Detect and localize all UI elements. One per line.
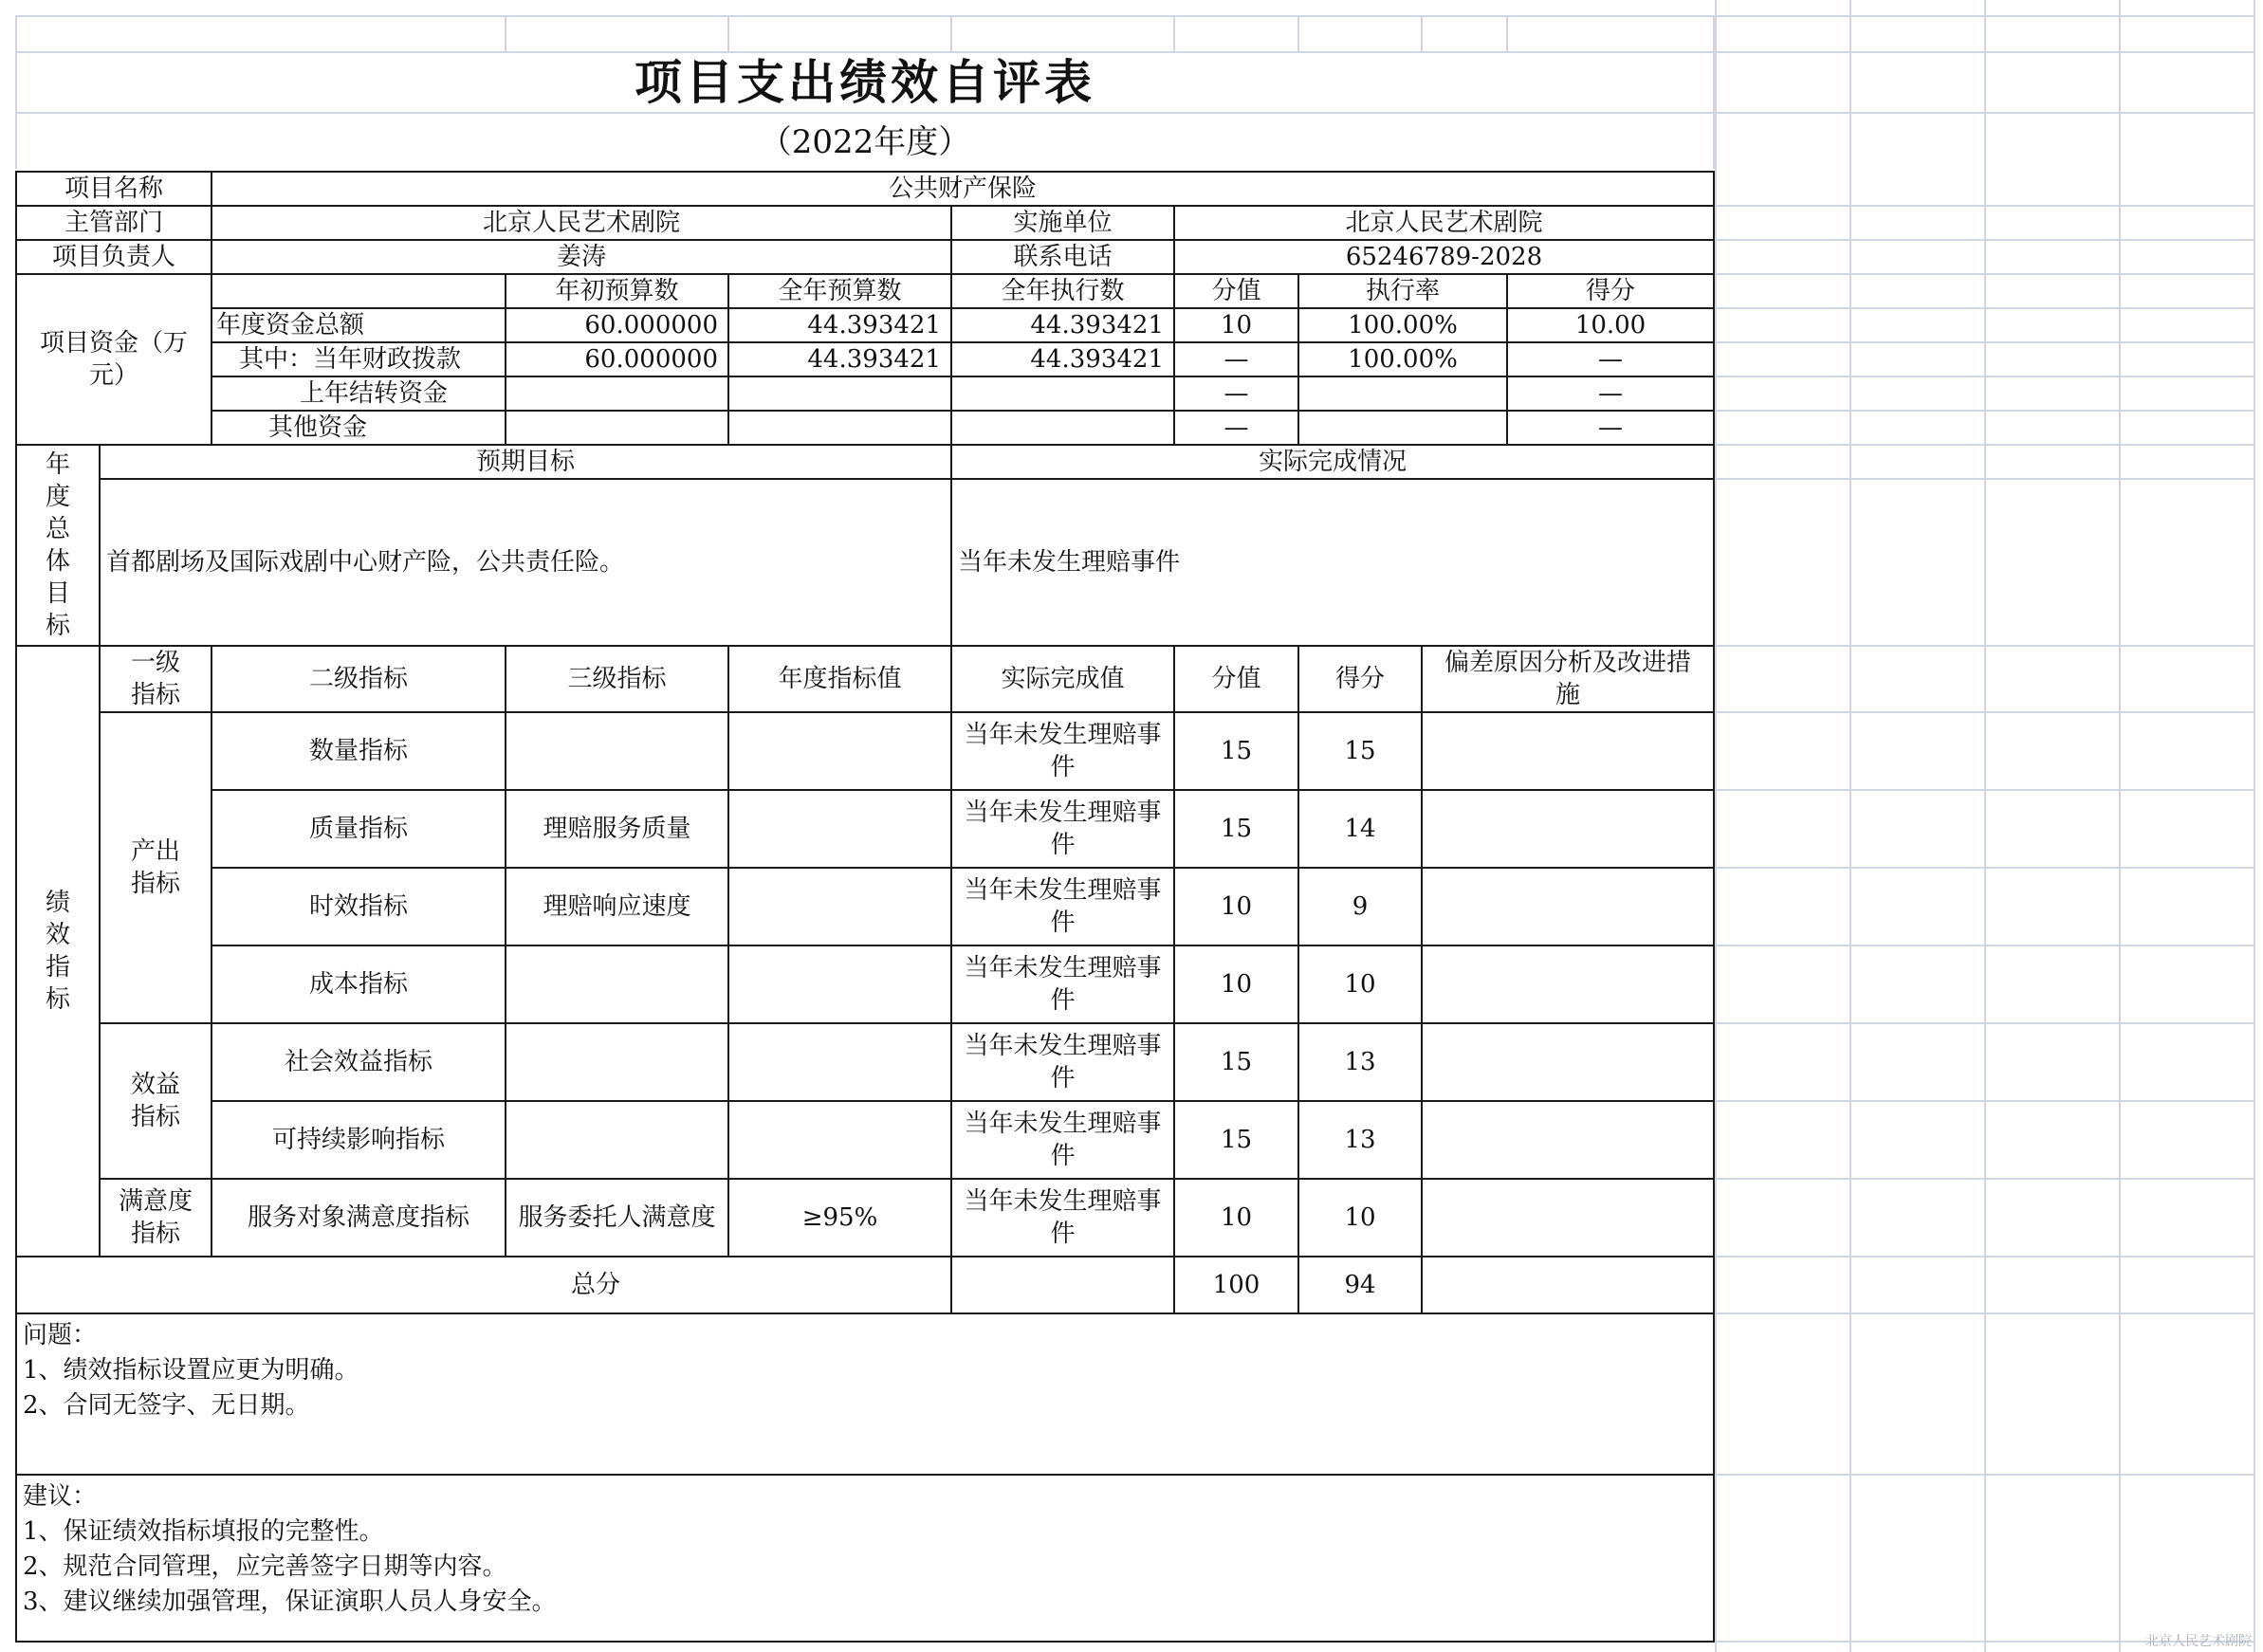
phone-label: 联系电话 xyxy=(1013,243,1113,271)
actual-goal-header: 实际完成情况 xyxy=(1258,448,1407,476)
funds-header: 全年预算数 xyxy=(778,277,902,305)
expected-goal-text: 首都剧场及国际戏剧中心财产险，公共责任险。 xyxy=(106,548,625,577)
funds-cell xyxy=(729,377,950,410)
indicator-score: 10 xyxy=(1344,1203,1376,1232)
funds-header: 全年执行数 xyxy=(1001,277,1125,305)
dept-label: 主管部门 xyxy=(64,209,163,237)
funds-cell: 60.000000 xyxy=(584,311,718,340)
funds-cell xyxy=(506,377,727,410)
indicator-level2: 成本指标 xyxy=(308,970,408,999)
indicator-level3 xyxy=(506,1024,727,1100)
gridline xyxy=(727,17,729,51)
indicator-reason xyxy=(1423,869,1713,945)
indicator-score: 15 xyxy=(1344,737,1376,765)
gridline xyxy=(1173,17,1175,51)
goals-section-label: 年度总体目标 xyxy=(45,450,70,640)
gridline xyxy=(2254,0,2255,1652)
suggestion-item: 1、保证绩效指标填报的完整性。 xyxy=(23,1517,384,1546)
funds-section-label: 项目资金（万元） xyxy=(39,329,188,390)
gridline xyxy=(1715,945,2255,946)
indicator-weight: 10 xyxy=(1220,970,1253,999)
funds-header: 得分 xyxy=(1585,277,1635,305)
indicator-target xyxy=(729,791,950,867)
project-name-value: 公共财产保险 xyxy=(888,174,1037,203)
indicator-level2: 数量指标 xyxy=(308,737,408,765)
funds-cell xyxy=(952,412,1173,444)
gridline xyxy=(505,17,506,51)
indicator-level2: 社会效益指标 xyxy=(284,1048,432,1076)
problems-title: 问题： xyxy=(23,1321,98,1349)
funds-row-label: 其中：当年财政拨款 xyxy=(239,345,462,374)
indicator-header: 实际完成值 xyxy=(1001,665,1125,693)
funds-cell: 44.393421 xyxy=(1030,311,1164,340)
indicator-reason xyxy=(1423,791,1713,867)
gridline xyxy=(1715,205,2255,207)
gridline xyxy=(1506,17,1508,51)
indicator-weight: 15 xyxy=(1220,737,1253,765)
indicator-level2: 质量指标 xyxy=(308,815,408,843)
indicator-actual: 当年未发生理赔事件 xyxy=(964,1110,1162,1170)
gridline xyxy=(1715,0,1717,1652)
indicator-score: 10 xyxy=(1344,970,1376,999)
gridline xyxy=(1715,444,2255,446)
funds-cell: — xyxy=(1223,413,1249,442)
indicator-weight: 10 xyxy=(1220,892,1253,921)
gridline xyxy=(950,17,952,51)
indicator-target: ≥95% xyxy=(801,1203,878,1232)
indicator-header: 二级指标 xyxy=(308,665,408,693)
indicator-actual: 当年未发生理赔事件 xyxy=(964,1032,1162,1092)
indicator-actual: 当年未发生理赔事件 xyxy=(964,798,1162,859)
problems-block xyxy=(17,1314,1713,1474)
indicator-level3: 理赔服务质量 xyxy=(543,815,691,843)
funds-header: 分值 xyxy=(1211,277,1261,305)
indicator-score: 9 xyxy=(1352,892,1369,921)
indicator-actual: 当年未发生理赔事件 xyxy=(964,954,1162,1015)
funds-cell: — xyxy=(1223,345,1249,374)
unit-label: 实施单位 xyxy=(1013,209,1113,237)
funds-cell xyxy=(952,377,1173,410)
indicator-level2: 服务对象满意度指标 xyxy=(247,1203,469,1232)
gridline xyxy=(1715,410,2255,412)
indicator-actual: 当年未发生理赔事件 xyxy=(964,1187,1162,1248)
indicator-level2: 时效指标 xyxy=(308,892,408,921)
indicator-header: 一级指标 xyxy=(130,649,180,709)
indicator-level3: 理赔响应速度 xyxy=(543,892,691,921)
indicator-actual: 当年未发生理赔事件 xyxy=(964,721,1162,781)
page-title: 项目支出绩效自评表 xyxy=(635,54,1095,110)
indicator-header: 三级指标 xyxy=(567,665,667,693)
gridline xyxy=(1715,1022,2255,1024)
indicator-header: 分值 xyxy=(1211,665,1261,693)
indicator-group-benefit: 效益指标 xyxy=(130,1071,180,1131)
phone-value: 65246789-2028 xyxy=(1345,243,1543,271)
indicator-header: 得分 xyxy=(1334,665,1385,693)
gridline xyxy=(1715,1256,2255,1257)
leader-label: 项目负责人 xyxy=(51,243,175,271)
indicator-weight: 15 xyxy=(1220,1126,1253,1154)
gridline xyxy=(1715,867,2255,869)
problem-item: 2、合同无签字、无日期。 xyxy=(23,1391,310,1420)
indicator-reason xyxy=(1423,1024,1713,1100)
funds-cell: 60.000000 xyxy=(584,345,718,374)
indicator-score: 14 xyxy=(1344,815,1376,843)
indicator-target xyxy=(729,713,950,789)
gridline xyxy=(1713,17,1715,169)
funds-cell: — xyxy=(1598,345,1623,374)
expected-goal-header: 预期目标 xyxy=(475,448,575,476)
total-weight: 100 xyxy=(1212,1271,1260,1299)
funds-cell: — xyxy=(1598,379,1623,408)
indicator-weight: 10 xyxy=(1220,1203,1253,1232)
funds-cell: 44.393421 xyxy=(1030,345,1164,374)
indicator-target xyxy=(729,1024,950,1100)
indicator-reason xyxy=(1423,1180,1713,1256)
suggestions-block xyxy=(17,1476,1713,1641)
indicator-score: 13 xyxy=(1344,1048,1376,1076)
total-score: 94 xyxy=(1344,1271,1376,1299)
funds-cell: — xyxy=(1598,413,1623,442)
suggestion-item: 3、建议继续加强管理，保证演职人员人身安全。 xyxy=(23,1588,557,1616)
indicator-weight: 15 xyxy=(1220,815,1253,843)
indicator-target xyxy=(729,1102,950,1178)
indicator-reason xyxy=(1423,713,1713,789)
gridline xyxy=(1715,307,2255,309)
gridline xyxy=(1715,112,2255,114)
funds-row-label: 年度资金总额 xyxy=(216,311,365,340)
funds-cell xyxy=(729,412,950,444)
gridline xyxy=(1715,1474,2255,1476)
unit-value: 北京人民艺术剧院 xyxy=(1345,209,1543,237)
funds-cell: 100.00% xyxy=(1348,345,1458,374)
gridline xyxy=(15,15,2255,17)
dept-value: 北京人民艺术剧院 xyxy=(482,209,680,237)
gridline xyxy=(1715,645,2255,647)
suggestions-title: 建议： xyxy=(23,1482,98,1511)
funds-cell: 44.393421 xyxy=(807,311,941,340)
indicator-reason xyxy=(1423,1102,1713,1178)
project-name-label: 项目名称 xyxy=(64,174,163,203)
gridline xyxy=(1715,376,2255,377)
gridline xyxy=(1715,341,2255,343)
indicator-target xyxy=(729,869,950,945)
funds-header: 执行率 xyxy=(1365,277,1440,305)
funds-cell: 10 xyxy=(1220,311,1253,340)
gridline xyxy=(1297,17,1299,51)
total-label: 总分 xyxy=(570,1271,620,1299)
table-border xyxy=(15,1641,1715,1643)
gridline xyxy=(1421,17,1423,51)
table-border xyxy=(1713,171,1715,1643)
gridline xyxy=(1715,273,2255,275)
indicator-score: 13 xyxy=(1344,1126,1376,1154)
indicator-group-output: 产出指标 xyxy=(130,837,180,898)
indicator-weight: 15 xyxy=(1220,1048,1253,1076)
actual-goal-text: 当年未发生理赔事件 xyxy=(958,548,1181,577)
watermark: 北京人民艺术剧院 xyxy=(2145,1634,2252,1649)
gridline xyxy=(1715,789,2255,791)
funds-header: 年初预算数 xyxy=(555,277,679,305)
funds-cell: — xyxy=(1223,379,1249,408)
indicator-header: 偏差原因分析及改进措施 xyxy=(1444,649,1691,709)
problem-item: 1、绩效指标设置应更为明确。 xyxy=(23,1356,359,1385)
funds-cell xyxy=(1299,412,1506,444)
indicator-reason xyxy=(1423,946,1713,1022)
indicator-level3 xyxy=(506,946,727,1022)
indicator-group-satisfaction: 满意度指标 xyxy=(118,1187,193,1248)
gridline xyxy=(1715,478,2255,480)
gridline xyxy=(1984,0,1986,1652)
suggestion-item: 2、规范合同管理，应完善签字日期等内容。 xyxy=(23,1552,507,1581)
gridline xyxy=(2119,0,2121,1652)
funds-row-label: 其他资金 xyxy=(267,413,367,442)
leader-value: 姜涛 xyxy=(556,243,606,271)
gridline xyxy=(1715,51,2255,53)
gridline xyxy=(1715,1178,2255,1180)
indicator-level3 xyxy=(506,713,727,789)
funds-cell: 44.393421 xyxy=(807,345,941,374)
gridline xyxy=(1715,239,2255,241)
page-subtitle: （2022年度） xyxy=(759,123,971,161)
gridline xyxy=(1715,711,2255,713)
indicator-target xyxy=(729,946,950,1022)
indicator-level3: 服务委托人满意度 xyxy=(518,1203,716,1232)
indicator-level3 xyxy=(506,1102,727,1178)
gridline xyxy=(1715,1312,2255,1314)
funds-cell xyxy=(1299,377,1506,410)
funds-cell: 10.00 xyxy=(1574,311,1647,340)
indicator-level2: 可持续影响指标 xyxy=(271,1126,445,1154)
funds-cell xyxy=(506,412,727,444)
funds-cell: 100.00% xyxy=(1348,311,1458,340)
gridline xyxy=(1849,0,1851,1652)
gridline xyxy=(1715,1100,2255,1102)
indicator-header: 年度指标值 xyxy=(778,665,902,693)
funds-row-label: 上年结转资金 xyxy=(299,379,448,408)
indicators-section-label: 绩效指标 xyxy=(45,889,70,1014)
indicator-actual: 当年未发生理赔事件 xyxy=(964,876,1162,937)
